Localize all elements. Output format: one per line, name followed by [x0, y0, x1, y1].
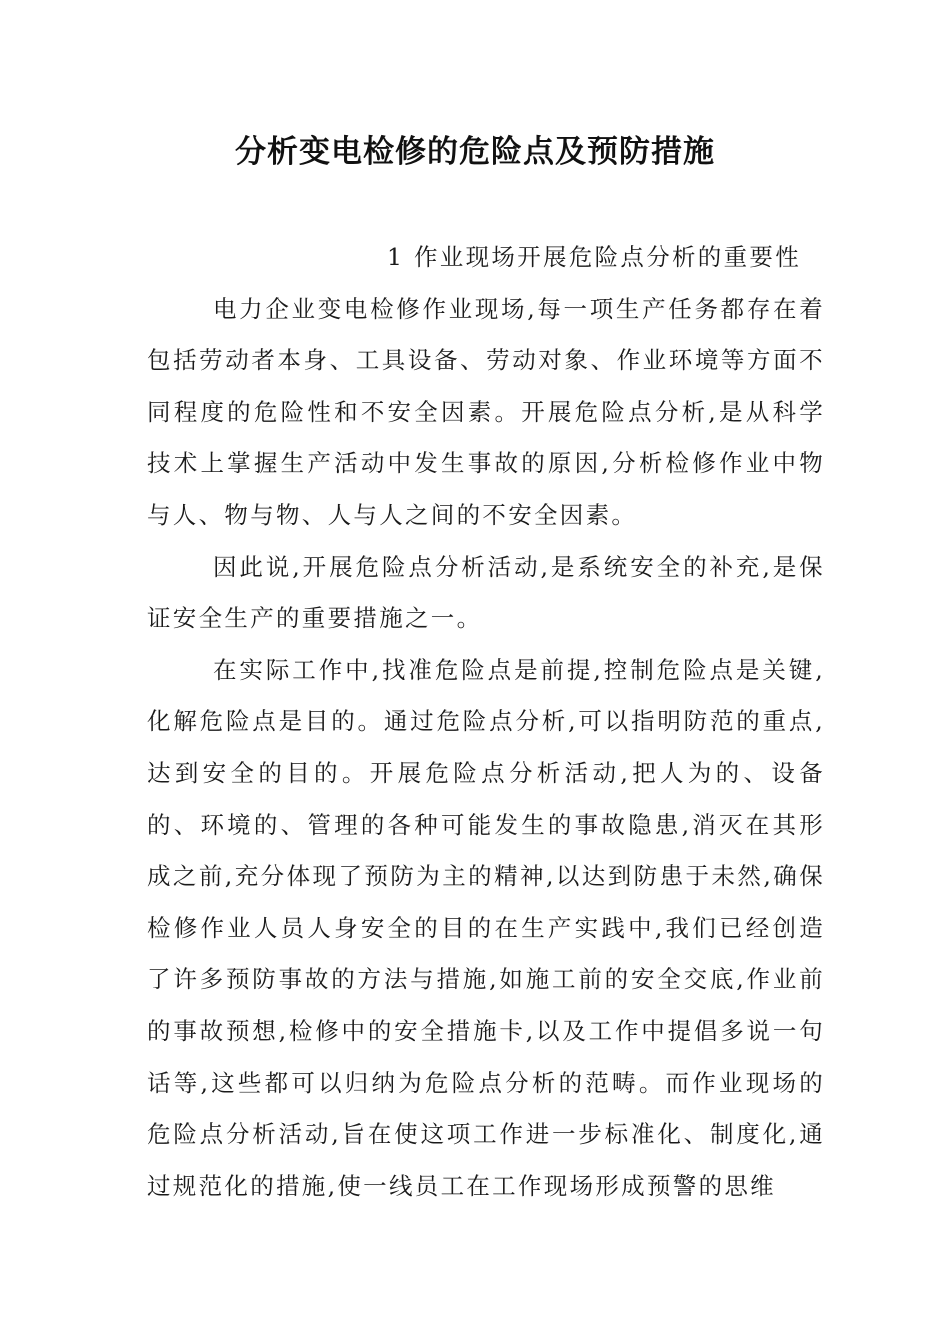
document-body: [147, 232, 825, 1212]
section-heading: 1 作业现场开展危险点分析的重要性: [386, 243, 801, 271]
body-paragraph: 电力企业变电检修作业现场,每一项生产任务都存在着包括劳动者本身、工具设备、劳动对象、作业环境等方面不同程度的危险性和不安全因素。开展危险点分析,是从科学技术上掌握生产活动中发生事故的原因,分析检修作业中物与人、物与物、人与人之间的不安全因素。: [147, 294, 825, 529]
body-paragraph: 因此说,开展危险点分析活动,是系统安全的补充,是保证安全生产的重要措施之一。: [147, 552, 825, 633]
document-title: 分析变电检修的危险点及预防措施: [235, 134, 715, 170]
body-paragraph: 在实际工作中,找准危险点是前提,控制危险点是关键,化解危险点是目的。通过危险点分析,可以指明防范的重点,达到安全的目的。开展危险点分析活动,把人为的、设备的、环境的、管理的各种可能发生的事故隐患,消灭在其形成之前,充分体现了预防为主的精神,以达到防患于未然,确保检修作业人员人身安全的目的在生产实践中,我们已经创造了许多预防事故的方法与措施,如施工前的安全交底,作业前的事故预想,检修中的安全措施卡,以及工作中提倡多说一句话等,这些都可以归纳为危险点分析的范畴。而作业现场的危险点分析活动,旨在使这项工作进一步标准化、制度化,通过规范化的措施,使一线员工在工作现场形成预警的思维: [147, 655, 825, 1200]
